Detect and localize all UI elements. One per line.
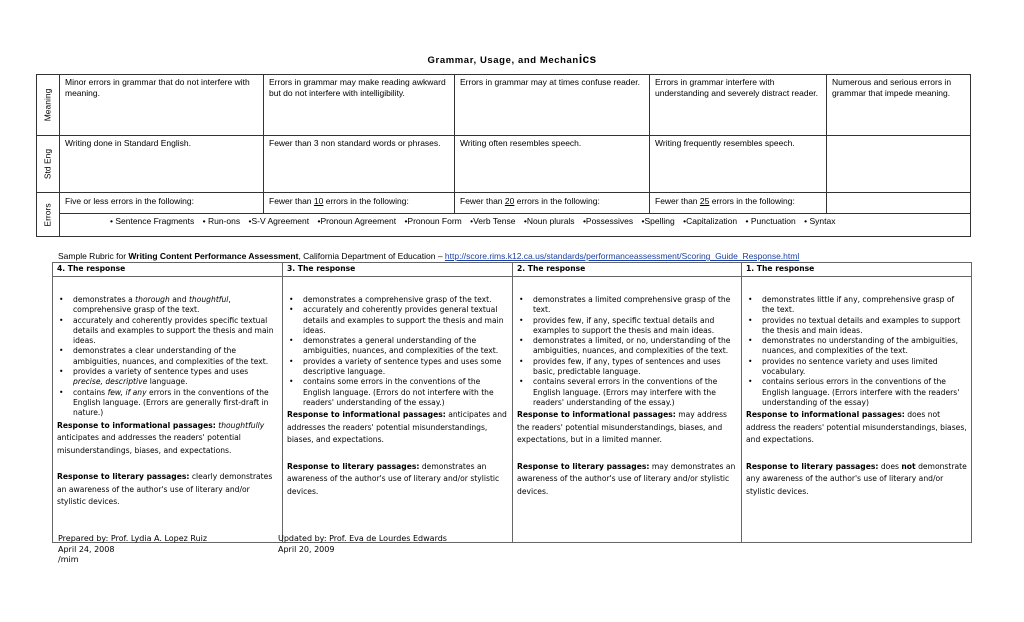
list-item: • provides no textual details and examples to support the thesis and main ideas. xyxy=(756,316,967,337)
rubric-header-2: 2. The response xyxy=(513,263,742,277)
rubric-column-3 xyxy=(283,277,513,543)
error-category: • Run-ons xyxy=(202,216,241,226)
error-category: •Pronoun Agreement xyxy=(317,216,397,226)
list-item: • demonstrates a general understanding of the ambiguities, nuances, and complexities of the text. xyxy=(297,336,508,357)
error-category: •Possessives xyxy=(582,216,634,226)
rubric-header-3: 3. The response xyxy=(283,263,513,277)
source-citation: Sample Rubric for Writing Content Performance Assessment, California Department of Education – http://score.rims.k12.ca.us/standards/performanceassessment/Scoring_Guide_Response.html xyxy=(58,251,800,261)
error-category: •Spelling xyxy=(641,216,675,226)
meaning-cell-4: Errors in grammar may make reading awkward but do not interfere with intelligibility. xyxy=(264,75,455,136)
error-category: •Verb Tense xyxy=(470,216,516,226)
error-category: •Noun plurals xyxy=(523,216,575,226)
page-title: Grammar, Usage, and Mechanics xyxy=(427,52,597,66)
std-eng-cell-1 xyxy=(827,136,971,193)
list-item: • provides few, if any, specific textual details and examples to support the thesis and main ideas. xyxy=(527,316,737,337)
meaning-row xyxy=(37,75,971,136)
list-item: • accurately and coherently provides specific textual details and examples to support the thesis and main ideas. xyxy=(67,316,278,347)
literary-response: Response to literary passages: does not demonstrate any awareness of the author's use of literary and/or stylistic devices. xyxy=(746,461,967,496)
std-eng-row xyxy=(37,136,971,193)
rubric-header-1: 1. The response xyxy=(742,263,972,277)
std-eng-cell-2: Writing frequently resembles speech. xyxy=(650,136,827,193)
error-category: • Punctuation xyxy=(745,216,796,226)
error-category: •S-V Agreement xyxy=(248,216,310,226)
rubric-column-4 xyxy=(53,277,283,543)
rubric-table xyxy=(52,262,972,543)
informational-response: Response to informational passages: thoughtfully anticipates and addresses the readers' potential misunderstandings, biases, and expectations. xyxy=(57,420,265,455)
errors-cell-4: Fewer than 10 errors in the following: xyxy=(264,193,455,214)
meaning-cell-5: Minor errors in grammar that do not interfere with meaning. xyxy=(60,75,264,136)
literary-response: Response to literary passages: demonstrates an awareness of the author's use of literary and/or stylistic devices. xyxy=(287,461,500,496)
informational-response: Response to informational passages: may address the readers' potential misunderstandings, biases, and expectations, but in a limited manner. xyxy=(517,410,728,445)
list-item: • provides a variety of sentence types and uses some descriptive language. xyxy=(297,357,508,378)
row-label-errors: Errors xyxy=(42,202,53,227)
list-item: • contains serious errors in the conventions of the English language. (Errors interfere with the readers' understanding of the essay) xyxy=(756,377,967,408)
informational-response: Response to informational passages: does not address the readers' potential misunderstandings, biases, and expectations. xyxy=(746,410,967,445)
list-item: • demonstrates a clear understanding of the ambiguities, nuances, and complexities of the text. xyxy=(67,346,278,367)
error-category: •Capitalization xyxy=(683,216,738,226)
list-item: • contains some errors in the conventions of the English language. (Errors do not interfere with the readers' understanding of the essay.) xyxy=(297,377,508,408)
errors-cell-2: Fewer than 25 errors in the following: xyxy=(650,193,827,214)
rubric-header-4: 4. The response xyxy=(53,263,283,277)
error-category: • Sentence Fragments xyxy=(110,216,195,226)
list-item: • demonstrates a limited, or no, understanding of the ambiguities, nuances, and complexities of the text. xyxy=(527,336,737,357)
literary-response: Response to literary passages: may demonstrates an awareness of the author's use of literary and/or stylistic devices. xyxy=(517,461,736,496)
list-item: • demonstrates a limited comprehensive grasp of the text. xyxy=(527,295,737,316)
list-item: • provides no sentence variety and uses limited vocabulary. xyxy=(756,357,967,378)
row-label-std-eng: Std Eng xyxy=(42,148,53,180)
list-item: • demonstrates a comprehensive grasp of the text. xyxy=(297,295,508,305)
list-item: • contains few, if any errors in the conventions of the English language. (Errors are generally first-draft in nature.) xyxy=(67,388,278,419)
rubric-column-2 xyxy=(513,277,742,543)
updated-by-block: Updated by: Prof. Eva de Lourdes Edwards April 20, 2009 xyxy=(278,534,447,554)
error-category: • Syntax xyxy=(804,216,836,226)
meaning-cell-1: Numerous and serious errors in grammar that impede meaning. xyxy=(827,75,971,136)
list-item: • accurately and coherently provides general textual details and examples to support the thesis and main ideas. xyxy=(297,305,508,336)
list-item: • demonstrates no understanding of the ambiguities, nuances, and complexities of the text. xyxy=(756,336,967,357)
list-item: • contains several errors in the conventions of the English language. (Errors may interfere with the readers' understanding of the essay.) xyxy=(527,377,737,408)
error-category: •Pronoun Form xyxy=(404,216,462,226)
error-categories-list xyxy=(60,214,971,237)
list-item: • demonstrates a thorough and thoughtful, comprehensive grasp of the text. xyxy=(67,295,278,316)
errors-cell-3: Fewer than 20 errors in the following: xyxy=(455,193,650,214)
meaning-cell-2: Errors in grammar interfere with understanding and severely distract reader. xyxy=(650,75,827,136)
rubric-column-1 xyxy=(742,277,972,543)
std-eng-cell-5: Writing done in Standard English. xyxy=(60,136,264,193)
std-eng-cell-3: Writing often resembles speech. xyxy=(455,136,650,193)
errors-cell-5: Five or less errors in the following: xyxy=(60,193,264,214)
source-link[interactable]: http://score.rims.k12.ca.us/standards/performanceassessment/Scoring_Guide_Response.html xyxy=(444,251,800,261)
errors-row xyxy=(37,193,971,214)
errors-cell-1 xyxy=(827,193,971,214)
list-item: • provides few, if any, types of sentences and uses basic, predictable language. xyxy=(527,357,737,378)
prepared-by-block: Prepared by: Prof. Lydia A. Lopez Ruiz April 24, 2008 /mim xyxy=(58,534,208,564)
grammar-usage-mechanics-table xyxy=(36,74,971,237)
informational-response: Response to informational passages: anticipates and addresses the readers' potential misunderstandings, biases, and expectations. xyxy=(287,410,507,445)
list-item: • demonstrates little if any, comprehensive grasp of the text. xyxy=(756,295,967,316)
literary-response: Response to literary passages: clearly demonstrates an awareness of the author's use of literary and/or stylistic devices. xyxy=(57,472,273,507)
std-eng-cell-4: Fewer than 3 non standard words or phrases. xyxy=(264,136,455,193)
meaning-cell-3: Errors in grammar may at times confuse reader. xyxy=(455,75,650,136)
row-label-meaning: Meaning xyxy=(42,88,53,122)
list-item: • provides a variety of sentence types and uses precise, descriptive language. xyxy=(67,367,278,388)
